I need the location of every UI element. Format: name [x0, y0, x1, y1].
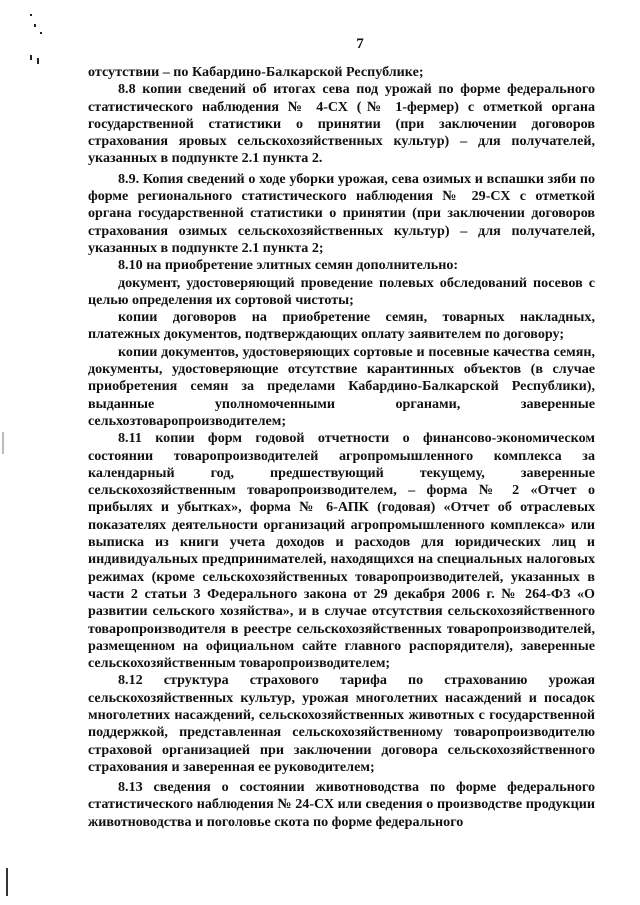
scan-artifact: [34, 24, 36, 27]
scan-artifact: [30, 14, 32, 16]
paragraph-8-11: 8.11 копии форм годовой отчетности о финансово-экономическом состоянии товаропроизводителей агропромышленного комплекса за календарный год, предшествующий текущему, заверенные сельскохозяйственным товаропроизводителем, – форма № 2 «Отчет о прибылях и убытках», форма № 6-АПК (годовая) «Отчет об отраслевых показателях деятельности организаций агропромышленного комплекса» или выписка из книги учета доходов и расходов для юридических лиц и индивидуальных предпринимателей, находящихся на специальных налоговых режимах (кроме сельскохозяйственных товаропроизводителей, указанных в части 2 статьи 3 Федерального закона от 29 декабря 2006 г. № 264-ФЗ «О развитии сельского хозяйства», и в случае отсутствия сельскохозяйственного товаропроизводителя в реестре сельскохозяйственных товаропроизводителей, размещенном на официальном сайте главного распорядителя), заверенные сельскохозяйственным товаропроизводителем;: [88, 430, 595, 672]
scan-edge-line: [6, 868, 8, 896]
paragraph-seed-quality-documents: копии документов, удостоверяющих сортовые и посевные качества семян, документы, удостоверяющие отсутствие карантинных объектов (в случае приобретения семян за пределами Кабардино-Балкарской Республики), выданные уполномоченными органами, заверенные сельхозтоваропроизводителем;: [88, 343, 595, 429]
paragraph-8-12: 8.12 структура страхового тарифа по страхованию урожая сельскохозяйственных культур, урожая многолетних насаждений и посадок многолетних насаждений, сельскохозяйственных животных с государственной поддержкой, представленная сельскохозяйственному товаропроизводителю страховой организацией при заключении договора сельскохозяйственного страхования и заверенная ее руководителем;: [88, 672, 595, 775]
paragraph-8-8: 8.8 копии сведений об итогах сева под урожай по форме федерального статистического наблюдения № 4-СХ (№ 1-фермер) с отметкой органа государственной статистики о принятии (при заключении договоров страхования яровых сельскохозяйственных культур) – для получателей, указанных в подпункте 2.1 пункта 2.: [88, 81, 595, 167]
paragraph-8-13: 8.13 сведения о состоянии животноводства по форме федерального статистического наблюдения № 24-СХ или сведения о производстве продукции животноводства и поголовье скота по форме федерального: [88, 779, 595, 830]
paragraph-8-10: 8.10 на приобретение элитных семян дополнительно:: [118, 257, 459, 274]
paragraph-8-9: 8.9. Копия сведений о ходе уборки урожая, сева озимых и вспашки зяби по форме регионального статистического наблюдения № 29-СХ с отметкой органа государственной статистики о принятии (при заключении договоров страхования озимых сельскохозяйственных культур) – для получателей, указанных в подпункте 2.1 пункта 2;: [88, 170, 595, 256]
scan-artifact: [40, 32, 42, 34]
scan-artifact: [37, 58, 39, 64]
scan-artifact: [2, 432, 4, 454]
paragraph-purchase-contracts: копии договоров на приобретение семян, товарных накладных, платежных документов, подтверждающих оплату заявителем по договору;: [88, 309, 595, 343]
scan-artifact: [30, 55, 32, 60]
document-body: [88, 64, 595, 831]
paragraph-field-survey-document: документ, удостоверяющий проведение полевых обследований посевов с целью определения их сортовой чистоты;: [88, 274, 595, 308]
paragraph-continuation: отсутствии – по Кабардино-Балкарской Республике;: [88, 64, 424, 80]
page-number: 7: [356, 36, 364, 52]
